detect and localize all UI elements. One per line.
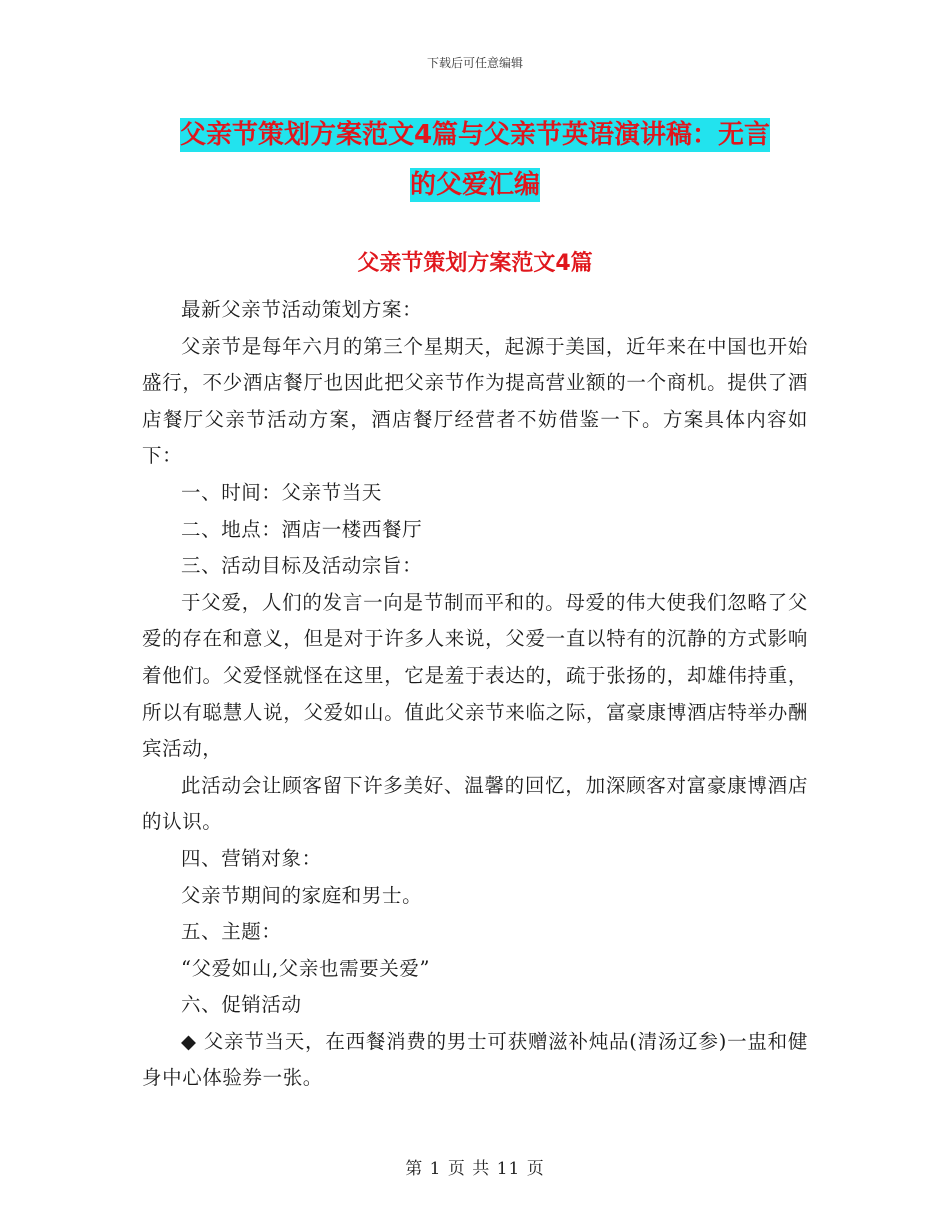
document-title: [142, 110, 808, 210]
paragraph: 此活动会让顾客留下许多美好、温馨的回忆，加深顾客对富豪康博酒店的认识。: [142, 773, 808, 834]
paragraph: 于父爱，人们的发言一向是节制而平和的。母爱的伟大使我们忽略了父爱的存在和意义，但是对于许多人来说，父爱一直以特有的沉静的方式影响着他们。父爱怪就怪在这里，它是羞于表达的，疏于张扬的，却雄伟持重，所以有聪慧人说，父爱如山。值此父亲节来临之际，富豪康博酒店特举办酬宾活动，: [142, 590, 808, 761]
paragraph: 父亲节期间的家庭和男士。: [181, 883, 423, 907]
paragraph: 三、活动目标及活动宗旨：: [181, 554, 423, 578]
paragraph: “父爱如山,父亲也需要关爱”: [181, 956, 431, 980]
header-note: 下载后可任意编辑: [426, 56, 523, 70]
paragraph: 一、时间：父亲节当天: [181, 480, 383, 504]
paragraph: 二、地点：酒店一楼西餐厅: [181, 517, 423, 541]
paragraph: 五、主题：: [181, 920, 282, 944]
paragraph: 六、促销活动: [181, 993, 302, 1017]
body-text: [142, 292, 808, 1097]
paragraph: 父亲节是每年六月的第三个星期天，起源于美国，近年来在中国也开始盛行，不少酒店餐厅也因此把父亲节作为提高营业额的一个商机。提供了酒店餐厅父亲节活动方案，酒店餐厅经营者不妨借鉴一下。方案具体内容如下：: [142, 334, 808, 468]
document-title-line-2: 的父爱汇编: [409, 170, 540, 200]
paragraph: ◆ 父亲节当天，在西餐消费的男士可获赠滋补炖品(清汤辽参)一盅和健身中心体验券一张。: [142, 1029, 808, 1090]
page-footer: 第 1 页 共 11 页: [405, 1159, 545, 1179]
paragraph: 四、营销对象：: [181, 846, 322, 870]
paragraph: 最新父亲节活动策划方案：: [181, 298, 423, 321]
document-title-line-1: 父亲节策划方案范文4篇与父亲节英语演讲稿：无言: [179, 120, 771, 150]
section-title: 父亲节策划方案范文4篇: [357, 251, 593, 276]
